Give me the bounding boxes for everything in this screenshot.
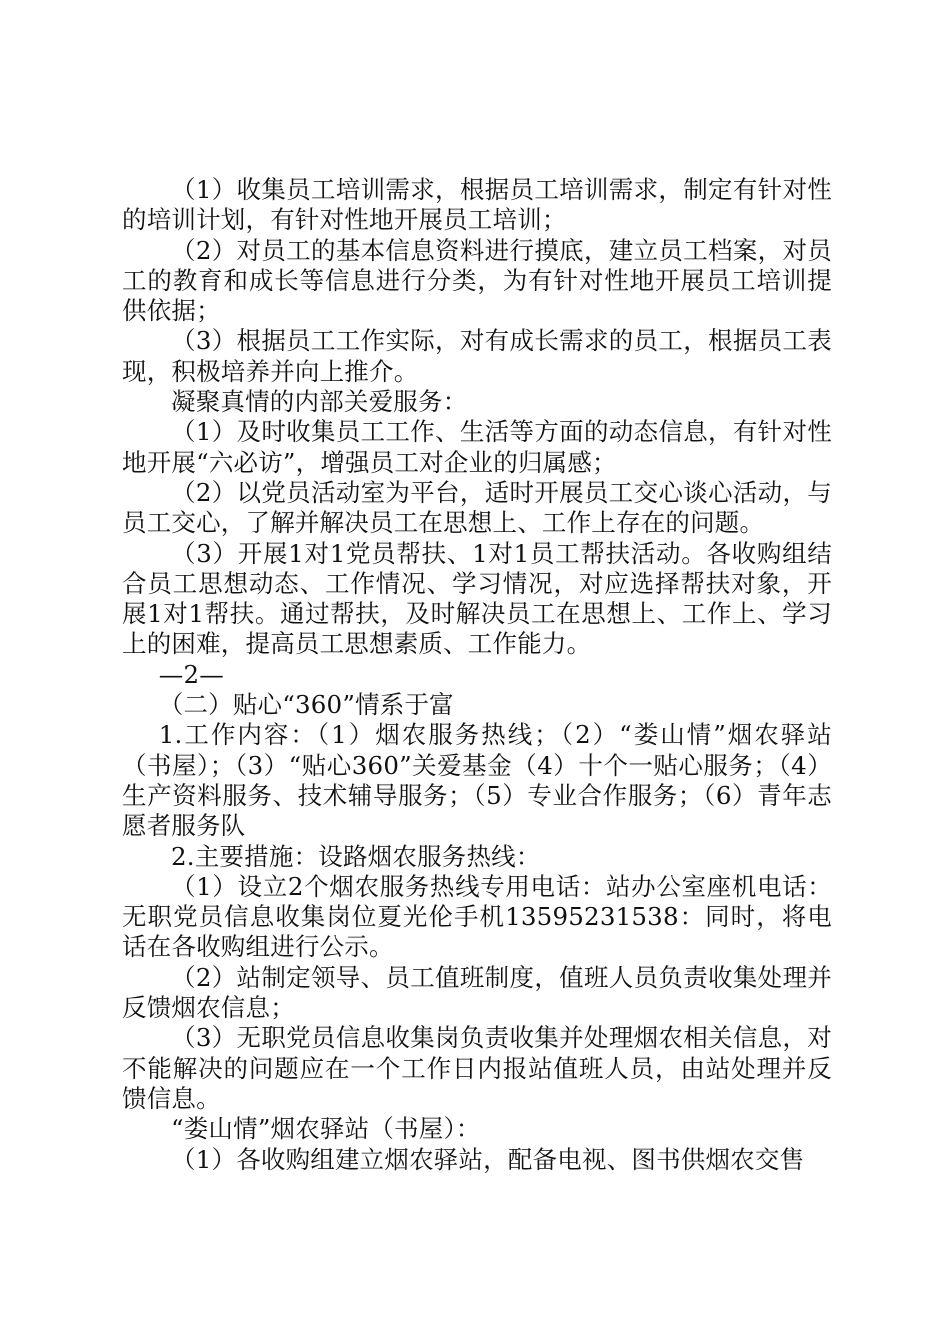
paragraph-station-setup: （1）各收购组建立烟农驿站，配备电视、图书供烟农交售 xyxy=(171,1144,805,1174)
page-number: —2— xyxy=(158,659,224,689)
paragraph-work-content: 1.工作内容：（1）烟农服务热线；（2）“娄山情”烟农驿站（书屋）；（3）“贴心360”关爱基金（4）十个一贴心服务；（4）生产资料服务、技术辅导服务；（5）专业合作服务；（6）青年志愿者服务队 xyxy=(122,720,832,841)
section-heading-internal-care: 凝聚真情的内部关爱服务： xyxy=(171,387,468,417)
document-body xyxy=(122,175,832,1175)
paragraph-six-visits: （1）及时收集员工工作、生活等方面的动态信息，有针对性地开展“六必访”，增强员工对企业的归属感； xyxy=(122,417,832,477)
section-heading-360: （二）贴心“360”情系于富 xyxy=(158,690,454,720)
paragraph-duty-system: （2）站制定领导、员工值班制度，值班人员负责收集处理并反馈烟农信息； xyxy=(122,962,832,1023)
paragraph-one-on-one-help: （3）开展1对1党员帮扶、1对1员工帮扶活动。各收购组结合员工思想动态、工作情况、学习情况，对应选择帮扶对象，开展1对1帮扶。通过帮扶，及时解决员工在思想上、工作上、学习上的困难，提高员工思想素质、工作能力。 xyxy=(122,538,832,659)
paragraph-main-measures: 2.主要措施：设路烟农服务热线： xyxy=(171,841,541,871)
paragraph-growth-promotion: （3）根据员工工作实际，对有成长需求的员工，根据员工表现，积极培养并向上推介。 xyxy=(122,326,832,386)
paragraph-employee-archive: （2）对员工的基本信息资料进行摸底，建立员工档案，对员工的教育和成长等信息进行分类，为有针对性地开展员工培训提供依据； xyxy=(122,235,832,326)
section-heading-loushan-station: “娄山情”烟农驿站（书屋）： xyxy=(171,1114,481,1144)
paragraph-heart-to-heart: （2）以党员活动室为平台，适时开展员工交心谈心活动，与员工交心，了解并解决员工在思想上、工作上存在的问题。 xyxy=(122,477,832,538)
paragraph-info-collection: （3）无职党员信息收集岗负责收集并处理烟农相关信息，对不能解决的问题应在一个工作日内报站值班人员，由站处理并反馈信息。 xyxy=(122,1023,832,1113)
paragraph-training-needs: （1）收集员工培训需求，根据员工培训需求，制定有针对性的培训计划，有针对性地开展员工培训； xyxy=(122,175,832,235)
paragraph-hotline-phones: （1）设立2个烟农服务热线专用电话：站办公室座机电话：无职党员信息收集岗位夏光伦手机13595231538：同时，将电话在各收购组进行公示。 xyxy=(122,871,832,962)
